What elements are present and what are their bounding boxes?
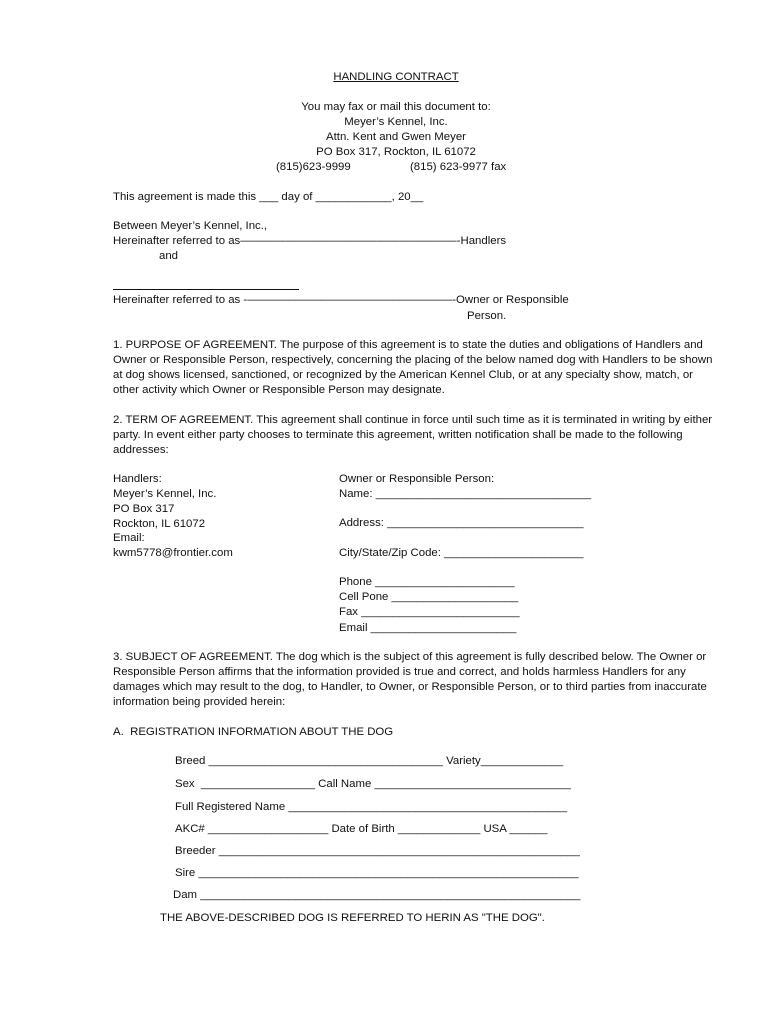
owner-name-field: Name: __________________________________ — [339, 488, 592, 500]
attention-line: Attn. Kent and Gwen Meyer — [326, 131, 466, 143]
akc-field: AKC# ___________________ Date of Birth _____________ USA ______ — [175, 823, 548, 835]
registered-name-field: Full Registered Name ____________________________________________ — [175, 801, 568, 813]
between-line: Between Meyer’s Kennel, Inc., — [113, 220, 268, 232]
handlers-reference: Hereinafter referred to as———————————————————-Handlers — [113, 235, 507, 247]
owner-email-field: Email _______________________ — [339, 622, 517, 634]
handlers-heading: Handlers: — [113, 473, 162, 485]
phone-number: (815)623-9999 — [276, 161, 351, 173]
handlers-email: kwm5778@frontier.com — [113, 547, 233, 559]
owner-cell-field: Cell Pone ____________________ — [339, 591, 519, 603]
section-purpose: 1. PURPOSE OF AGREEMENT. The purpose of this agreement is to state the duties and obligations of Handlers and Owner or Responsible Person, respectively, concerning the placing of the below named dog with Handlers to be shown at dog shows licensed, sanctioned, or recognized by the American Kennel Club, or at any specialty show, match, or other activity which Owner or Responsible Person may designate. — [113, 339, 713, 396]
closing-statement: THE ABOVE-DESCRIBED DOG IS REFERRED TO HERIN AS "THE DOG". — [160, 912, 545, 924]
sire-field: Sire ____________________________________________________________ — [175, 867, 579, 879]
handlers-email-label: Email: — [113, 532, 145, 544]
section-term: 2. TERM OF AGREEMENT. This agreement shall continue in force until such time as it is terminated in writing by either party. In event either party chooses to terminate this agreement, written notification shall be made to the following addresses: — [113, 414, 713, 456]
breed-field: Breed _____________________________________ Variety_____________ — [175, 755, 564, 767]
owner-city-field: City/State/Zip Code: ______________________ — [339, 547, 584, 559]
owner-fax-field: Fax _________________________ — [339, 606, 520, 618]
handlers-name: Meyer’s Kennel, Inc. — [113, 488, 217, 500]
agreement-date-line: This agreement is made this ___ day of ____________, 20__ — [113, 191, 424, 203]
handlers-po-box: PO Box 317 — [113, 503, 175, 515]
send-to-line: You may fax or mail this document to: — [301, 101, 491, 113]
owner-reference: Hereinafter referred to as -——————————————————-Owner or Responsible — [113, 294, 569, 306]
handlers-city: Rockton, IL 61072 — [113, 518, 206, 530]
breeder-field: Breeder _________________________________________________________ — [175, 845, 580, 857]
sex-field: Sex __________________ Call Name _______________________________ — [175, 778, 571, 790]
dam-field: Dam ____________________________________________________________ — [173, 889, 581, 901]
and-text: and — [159, 250, 179, 262]
owner-name-line — [113, 289, 299, 290]
section-registration-heading: A. REGISTRATION INFORMATION ABOUT THE DOG — [113, 726, 394, 738]
section-subject: 3. SUBJECT OF AGREEMENT. The dog which is the subject of this agreement is fully described below. The Owner or Responsible Person affirms that the information provided is true and correct, and holds harmless Handlers for any damages which may result to the dog, to Handler, to Owner, or Responsible Person, or to third parties from inaccurate information being provided herein: — [113, 651, 707, 708]
owner-phone-field: Phone ______________________ — [339, 576, 515, 588]
owner-reference-cont: Person. — [467, 310, 507, 322]
kennel-name: Meyer’s Kennel, Inc. — [344, 116, 448, 128]
owner-address-field: Address: _______________________________ — [339, 517, 584, 529]
mailing-address: PO Box 317, Rockton, IL 61072 — [316, 146, 476, 158]
fax-number: (815) 623-9977 fax — [410, 161, 507, 173]
owner-heading: Owner or Responsible Person: — [339, 473, 495, 485]
page-title: HANDLING CONTRACT — [333, 71, 459, 83]
